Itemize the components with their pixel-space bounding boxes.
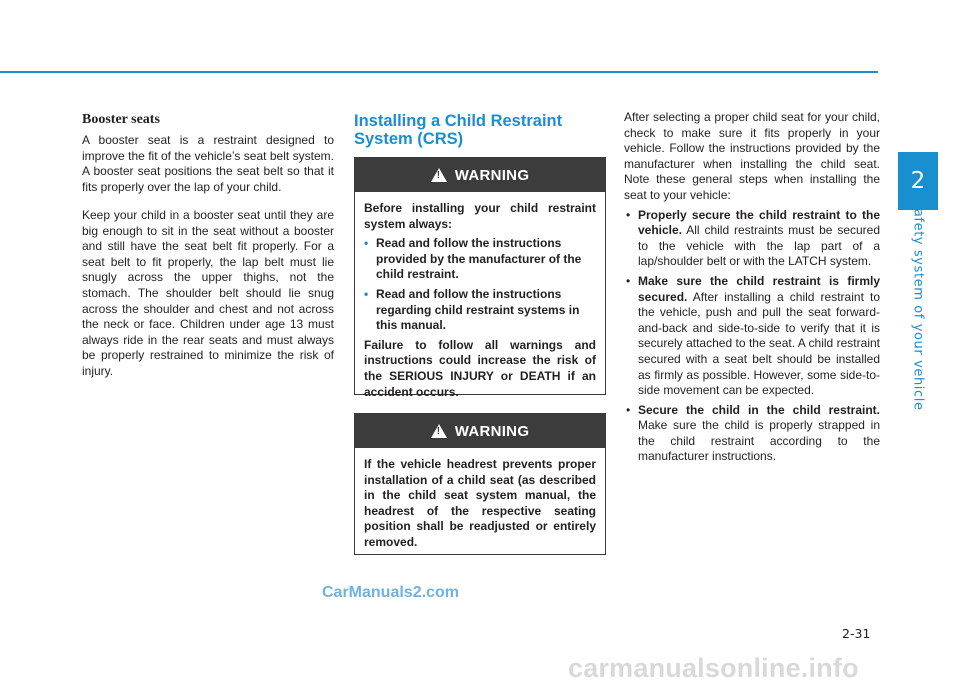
bullet-icon: • bbox=[626, 207, 631, 222]
warning-body bbox=[355, 448, 605, 561]
warning-header bbox=[355, 414, 605, 448]
section-title-vertical bbox=[898, 199, 938, 411]
warning-label: WARNING bbox=[454, 422, 530, 440]
list-item: • Read and follow the instructions regarding child restraint systems in this manual. bbox=[364, 286, 580, 333]
installation-steps bbox=[624, 110, 880, 469]
crs-heading: Installing a Child Restraint System (CRS) bbox=[354, 112, 563, 148]
chapter-number: 2 bbox=[910, 168, 926, 194]
warning-box-2 bbox=[354, 413, 606, 555]
bullet-icon: • bbox=[364, 286, 369, 301]
booster-seats-heading: Booster seats bbox=[82, 112, 160, 127]
warning-box-1 bbox=[354, 157, 606, 399]
watermark-footer: carmanualsonline.info bbox=[568, 653, 859, 683]
warning-header bbox=[355, 158, 605, 192]
list-item: • Secure the child in the child restraint. Make sure the child is properly strapped in the child restraint according to the manufacturer instructions. bbox=[626, 402, 880, 464]
list-item: • Properly secure the child restraint to the vehicle. All child restraints must be secured to the vehicle with the lap part of a lap/shoulder belt or with the LATCH system. bbox=[626, 207, 881, 269]
section-title: Safety system of your vehicle bbox=[910, 199, 926, 411]
bullet-icon: • bbox=[364, 236, 369, 251]
list-item: • Make sure the child restraint is firmly secured. After installing a child restraint to the vehicle, push and pull the seat forward-and-back and side-to-side to verify that it is securely attached to the seat. A child restraint secured with a seat belt should be installed as firmly as possible. However, some side-to- side movement can be expected. bbox=[626, 273, 880, 398]
booster-paragraph-2: Keep your child in a booster seat until they are big enough to sit in the seat without a booster and still have the seat belt fit properly. For a seat belt to fit properly, the lap belt must lie snugly across the upper thighs, not the stomach. The shoulder belt should lie snug across the shoulder and chest and not across the neck or face. Children under age 13 must always ride in the rear seats and must always be properly restrained to minimize the risk of injury. bbox=[82, 208, 334, 378]
warning-text: If the vehicle headrest prevents proper installation of a child seat (as described in the child seat system manual, the headrest of the respective seating position shall be readjusted or entirely removed. bbox=[364, 457, 596, 549]
booster-paragraph-1: A booster seat is a restraint designed to improve the fit of the vehicle’s seat belt system. A booster seat positions the seat belt so that it fits properly over the lap of your child. bbox=[82, 133, 334, 194]
bullet-icon: • bbox=[626, 402, 631, 417]
list-item: • Read and follow the instructions provided by the manufacturer of the child restraint. bbox=[364, 236, 582, 282]
warning-triangle-icon bbox=[431, 168, 447, 182]
warning-intro: Before installing your child restraint system always: bbox=[364, 201, 596, 231]
warning-list bbox=[364, 236, 596, 334]
steps-list bbox=[624, 208, 880, 466]
warning-body bbox=[355, 192, 605, 410]
steps-intro: After selecting a proper child seat for your child, check to make sure it fits properly in your vehicle. Follow the instructions provided by the manufacturer when installing the child seat. Note these general steps when installing the seat to your vehicle: bbox=[624, 110, 880, 202]
warning-outro: Failure to follow all warnings and instructions could increase the risk of the SERIOUS INJURY or DEATH if an accident occurs. bbox=[364, 337, 596, 399]
warning-triangle-icon bbox=[431, 424, 447, 438]
warning-label: WARNING bbox=[454, 166, 530, 184]
watermark-link[interactable]: CarManuals2.com bbox=[322, 584, 459, 601]
bullet-icon: • bbox=[626, 273, 631, 288]
page-number: 2-31 bbox=[842, 626, 871, 641]
header-rule bbox=[0, 71, 878, 73]
